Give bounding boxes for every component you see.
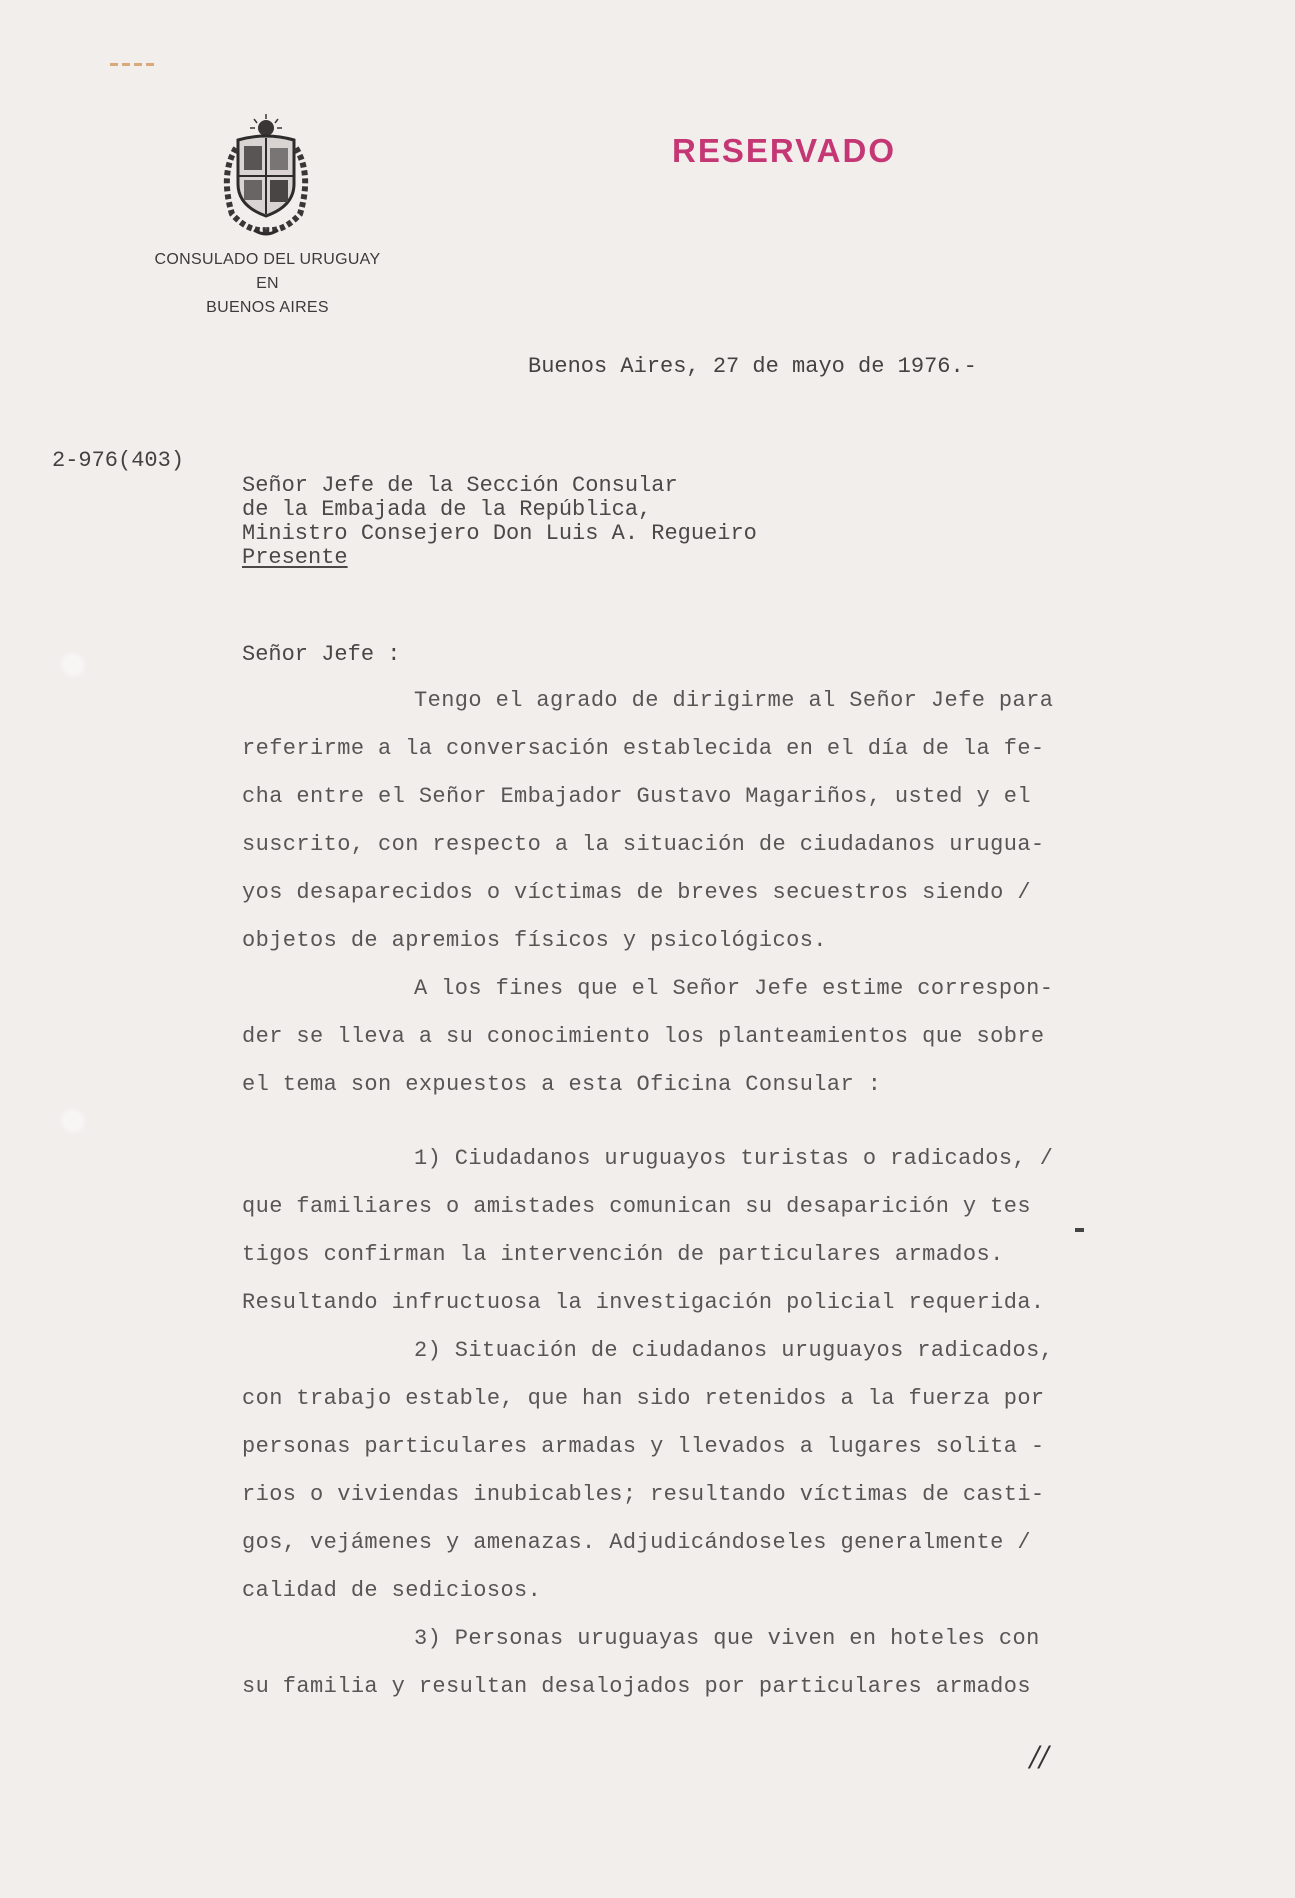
body-line: que familiares o amistades comunican su desaparición y tes	[242, 1194, 1031, 1219]
body-line: 1) Ciudadanos uruguayos turistas o radicados, /	[414, 1146, 1054, 1171]
body-line: Resultando infructuosa la investigación policial requerida.	[242, 1290, 1045, 1315]
body-line: referirme a la conversación establecida en el día de la fe-	[242, 736, 1045, 761]
letterhead-line: EN	[256, 275, 279, 292]
body-line: 3) Personas uruguayas que viven en hoteles con	[414, 1626, 1040, 1651]
letterhead-line: BUENOS AIRES	[206, 299, 329, 316]
body-line: con trabajo estable, que han sido retenidos a la fuerza por	[242, 1386, 1045, 1411]
addressee-line: de la Embajada de la República,	[242, 497, 652, 522]
reservado-stamp: RESERVADO	[672, 132, 896, 169]
body-line: yos desaparecidos o víctimas de breves secuestros siendo /	[242, 880, 1031, 905]
typewriter-mark	[1075, 1228, 1084, 1232]
body-line: cha entre el Señor Embajador Gustavo Magariños, usted y el	[242, 784, 1031, 809]
addressee-line: Ministro Consejero Don Luis A. Regueiro	[242, 521, 757, 546]
body-line: su familia y resultan desalojados por particulares armados	[242, 1674, 1031, 1699]
body-line: rios o viviendas inubicables; resultando víctimas de casti-	[242, 1482, 1045, 1507]
letterhead-line: CONSULADO DEL URUGUAY	[154, 251, 381, 268]
punch-hole	[58, 1106, 88, 1136]
body-line: der se lleva a su conocimiento los planteamientos que sobre	[242, 1024, 1045, 1049]
body-line: el tema son expuestos a esta Oficina Consular :	[242, 1072, 882, 1097]
body-line: tigos confirman la intervención de particulares armados.	[242, 1242, 1004, 1267]
addressee-line: Señor Jefe de la Sección Consular	[242, 473, 678, 498]
body-line: A los fines que el Señor Jefe estime correspon-	[414, 976, 1054, 1001]
uruguay-coat-of-arms-icon	[214, 114, 318, 240]
body-line: calidad de sediciosos.	[242, 1578, 542, 1603]
body-line: gos, vejámenes y amenazas. Adjudicándoseles generalmente /	[242, 1530, 1031, 1555]
body-line: Tengo el agrado de dirigirme al Señor Jefe para	[414, 688, 1054, 713]
body-line: personas particulares armadas y llevados a lugares solita -	[242, 1434, 1045, 1459]
paper-mark	[110, 63, 158, 66]
body-line: 2) Situación de ciudadanos uruguayos radicados,	[414, 1338, 1054, 1363]
addressee-block	[242, 474, 757, 570]
addressee-presente: Presente	[242, 545, 348, 570]
continuation-mark: //	[1030, 1740, 1049, 1773]
greeting: Señor Jefe :	[242, 642, 401, 667]
letter-date: Buenos Aires, 27 de mayo de 1976.-	[528, 354, 977, 379]
reference-number: 2-976(403)	[52, 448, 185, 473]
body-line: objetos de apremios físicos y psicológicos.	[242, 928, 827, 953]
punch-hole	[58, 650, 88, 680]
body-line: suscrito, con respecto a la situación de ciudadanos urugua-	[242, 832, 1045, 857]
letterhead	[130, 248, 405, 320]
